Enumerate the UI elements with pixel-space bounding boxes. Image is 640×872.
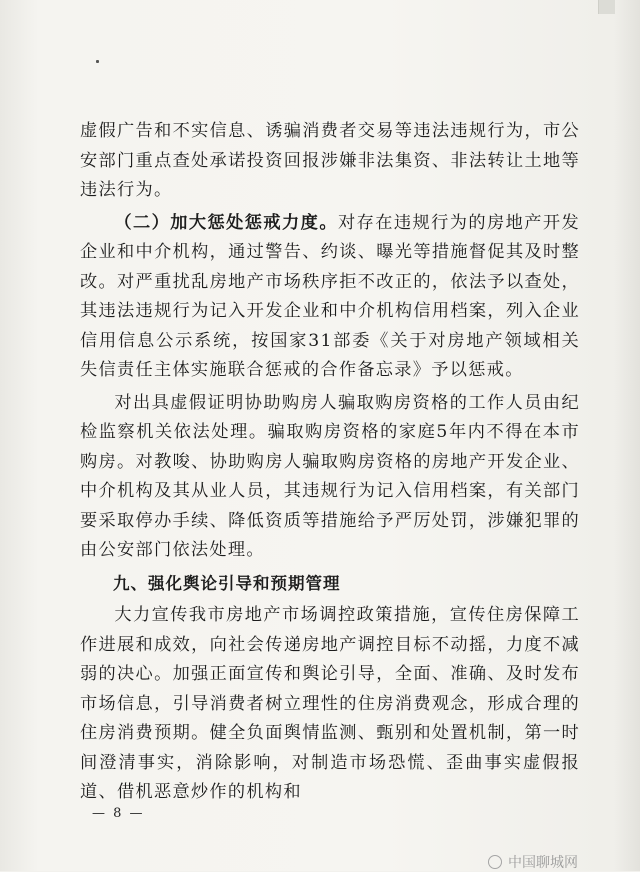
paragraph-text: 虚假广告和不实信息、诱骗消费者交易等违法违规行为，市公安部门重点查处承诺投资回报涉嫌非法集资、非法转让土地等违法行为。: [80, 121, 580, 200]
paragraph-public-opinion: [80, 601, 580, 808]
watermark: [488, 852, 578, 872]
circle-logo-icon: [488, 855, 502, 869]
paragraph-text: 对存在违规行为的房地产开发企业和中介机构，通过警告、约谈、曝光等措施督促其及时整改。对严重扰乱房地产市场秩序拒不改正的，依法予以查处，其违法违规行为记入开发企业和中介机构信用档案，列入企业信用信息公示系统，按国家31部委《关于对房地产领域相关失信责任主体实施联合惩戒的合作备忘录》予以惩戒。: [80, 212, 580, 380]
paragraph-text: 大力宣传我市房地产市场调控政策措施，宣传住房保障工作进展和成效，向社会传递房地产调控目标不动摇，力度不减弱的决心。加强正面宣传和舆论引导，全面、准确、及时发布市场信息，引导消费者树立理性的住房消费观念，形成合理的住房消费预期。健全负面舆情监测、甄别和处置机制，第一时间澄清事实，消除影响，对制造市场恐慌、歪曲事实虚假报道、借机恶意炒作的机构和: [80, 605, 580, 802]
page-edge-shadow: [614, 0, 640, 871]
subsection-heading: （二）加大惩处惩戒力度。: [114, 212, 338, 233]
paragraph-text: 对出具虚假证明协助购房人骗取购房资格的工作人员由纪检监察机关依法处理。骗取购房资格的家庭5年内不得在本市购房。对教唆、协助购房人骗取购房资格的房地产开发企业、中介机构及其从业人员，其违规行为记入信用档案，有关部门要采取停办手续、降低资质等措施给予严厉处罚，涉嫌犯罪的由公安部门依法处理。: [80, 392, 580, 560]
page-corner-tab: [598, 0, 615, 14]
paragraph-fraud-handling: [80, 389, 580, 566]
paragraph-punishment: [80, 209, 580, 386]
document-body: [80, 117, 580, 808]
scan-speck: [96, 60, 99, 63]
section-heading: 九、强化舆论引导和预期管理: [113, 573, 341, 593]
watermark-text: 中国聊城网: [508, 855, 578, 871]
page-number: — 8 —: [92, 806, 145, 821]
paragraph-continuation: [80, 117, 580, 206]
